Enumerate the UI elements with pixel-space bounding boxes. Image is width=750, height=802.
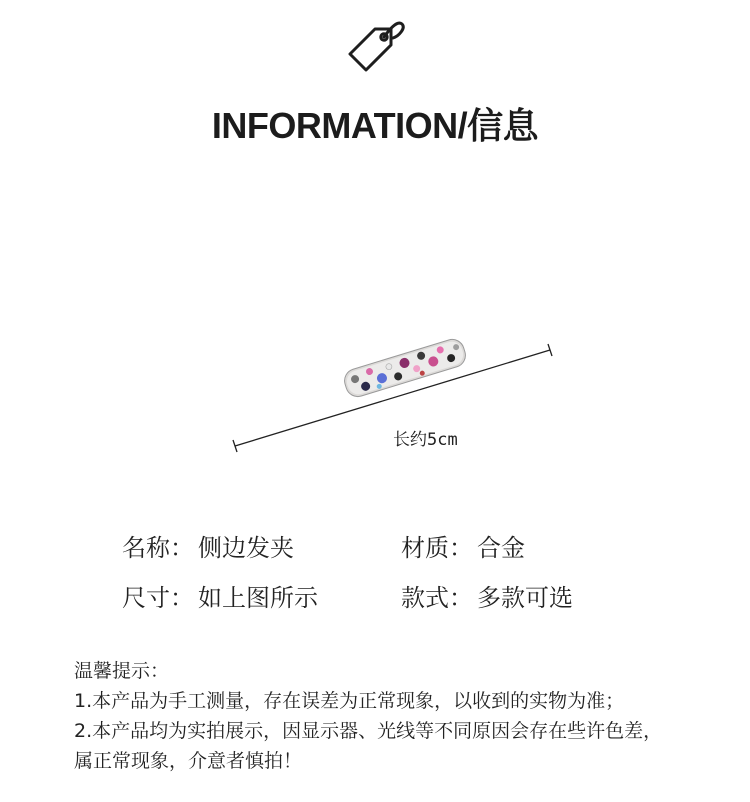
spec-name <box>122 528 294 563</box>
spec-style <box>401 578 573 613</box>
notes-line-1: 1.本产品为手工测量，存在误差为正常现象，以收到的实物为准； <box>74 690 625 712</box>
spec-size <box>122 578 318 613</box>
page-title: INFORMATION/信息 <box>211 105 539 146</box>
notes-line-2: 2.本产品均为实拍展示，因显示器、光线等不同原因会存在些许色差， <box>74 720 663 742</box>
notes-line-3: 属正常现象，介意者慎拍！ <box>74 750 303 772</box>
spec-material-label: 材质： <box>401 534 473 562</box>
spec-material-value: 合金 <box>477 534 525 562</box>
notes-heading: 温馨提示： <box>74 660 170 682</box>
spec-name-label: 名称： <box>122 534 194 562</box>
spec-style-label: 款式： <box>401 584 473 612</box>
spec-size-label: 尺寸： <box>122 584 194 612</box>
price-tag-icon <box>345 16 407 78</box>
measurement-label: 长约5cm <box>393 430 458 450</box>
spec-size-value: 如上图所示 <box>198 584 318 612</box>
spec-material <box>401 528 525 563</box>
spec-name-value: 侧边发夹 <box>198 534 294 562</box>
hair-clip <box>342 336 469 399</box>
notes-section <box>74 656 734 776</box>
spec-style-value: 多款可选 <box>477 584 573 612</box>
